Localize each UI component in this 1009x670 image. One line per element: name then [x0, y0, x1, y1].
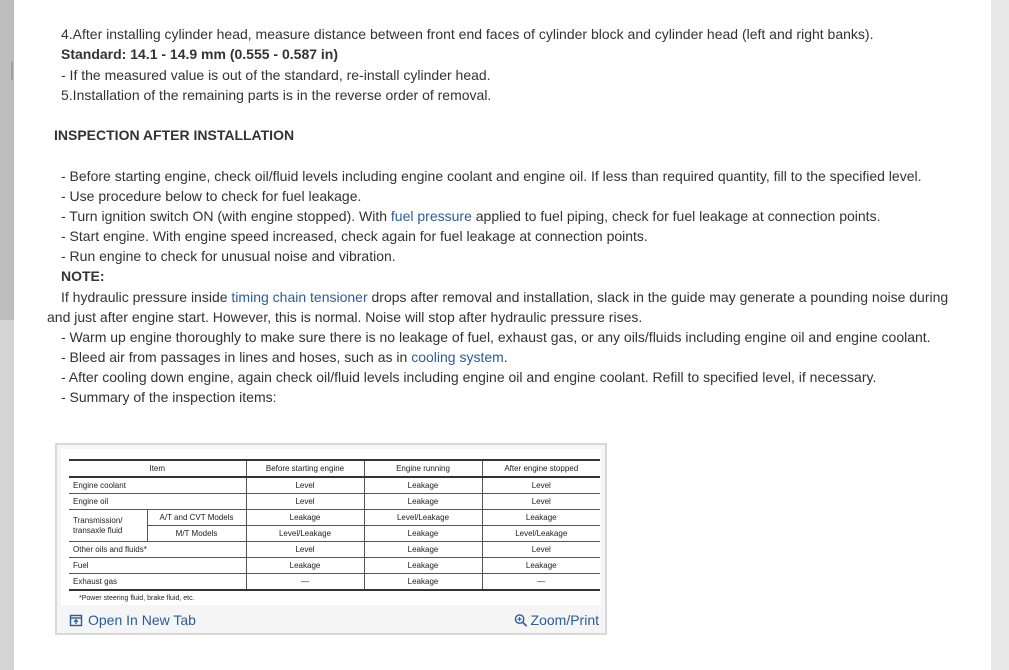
table-header-before: Before starting engine: [246, 460, 364, 477]
document-content: [14, 0, 991, 670]
table-row: [69, 494, 600, 510]
inspection-line-9: - Summary of the inspection items:: [61, 389, 277, 405]
inspection-line-7-pre: - Bleed air from passages in lines and hoses, such as in: [61, 349, 412, 365]
note-label: NOTE:: [61, 268, 105, 284]
table-row: [69, 542, 600, 558]
table-cell: Level/Leakage: [482, 526, 600, 542]
table-row: [69, 477, 600, 494]
scroll-marker: [11, 62, 13, 80]
table-cell: Level: [246, 494, 364, 510]
figure-toolbar: [57, 607, 605, 633]
table-cell-item: Transmission/ transaxle fluid: [69, 510, 147, 542]
inspection-line-7: [61, 347, 508, 367]
inspection-line-6: - Warm up engine thoroughly to make sure there is no leakage of fuel, exhaust gas, or any oils/fluids including engine oil and engine coolant.: [61, 329, 931, 345]
table-cell: Leakage: [364, 574, 482, 591]
inspection-table-image: [61, 449, 601, 605]
reinstall-text: - If the measured value is out of the standard, re-install cylinder head.: [61, 67, 491, 83]
table-cell: Leakage: [364, 477, 482, 494]
table-cell-item: Other oils and fluids*: [69, 542, 246, 558]
table-cell: Level: [482, 542, 600, 558]
table-cell: Leakage: [364, 494, 482, 510]
inspection-line-7-post: .: [503, 349, 508, 365]
inspection-line-5: - Run engine to check for unusual noise and vibration.: [61, 248, 396, 264]
table-row: [69, 558, 600, 574]
open-in-new-tab-button[interactable]: [69, 612, 196, 628]
table-cell: Leakage: [482, 558, 600, 574]
note-line-2: and just after engine start. However, this is normal. Noise will stop after hydraulic pressure rises.: [47, 309, 643, 325]
table-cell-item: Engine coolant: [69, 477, 246, 494]
standard-spec: Standard: 14.1 - 14.9 mm (0.555 - 0.587 in): [61, 46, 339, 62]
inspection-line-2: - Use procedure below to check for fuel leakage.: [61, 188, 362, 204]
step-4-text: 4.After installing cylinder head, measure distance between front end faces of cylinder block and cylinder head (left and right banks).: [61, 26, 874, 42]
zoom-print-label: Zoom/Print: [530, 612, 599, 628]
table-cell: Leakage: [364, 526, 482, 542]
fuel-pressure-link[interactable]: fuel pressure: [390, 208, 472, 224]
table-row: [69, 574, 600, 591]
zoom-print-button[interactable]: [514, 612, 599, 628]
table-row: [69, 526, 600, 542]
inspection-line-4: - Start engine. With engine speed increased, check again for fuel leakage at connection points.: [61, 228, 648, 244]
inspection-table: [69, 459, 600, 591]
table-cell-item: Fuel: [69, 558, 246, 574]
open-new-tab-icon: [69, 613, 83, 627]
inspection-line-3-pre: - Turn ignition switch ON (with engine stopped). With: [61, 208, 391, 224]
table-cell: Level: [246, 477, 364, 494]
left-scrollbar-thumb[interactable]: [0, 0, 14, 320]
timing-chain-tensioner-link[interactable]: timing chain tensioner: [231, 289, 368, 305]
step-5-text: 5.Installation of the remaining parts is in the reverse order of removal.: [61, 87, 492, 103]
table-cell: Leakage: [364, 542, 482, 558]
table-cell: Level/Leakage: [246, 526, 364, 542]
section-heading: INSPECTION AFTER INSTALLATION: [54, 127, 295, 143]
inspection-line-3-post: applied to fuel piping, check for fuel leakage at connection points.: [471, 208, 881, 224]
table-cell-item: Engine oil: [69, 494, 246, 510]
table-cell: —: [482, 574, 600, 591]
table-cell: Level/Leakage: [364, 510, 482, 526]
table-cell: Leakage: [482, 510, 600, 526]
note-pre: If hydraulic pressure inside: [61, 289, 232, 305]
inspection-figure: [55, 443, 607, 635]
table-cell: —: [246, 574, 364, 591]
table-cell-subitem: M/T Models: [147, 526, 246, 542]
note-line-1: [61, 287, 948, 307]
table-header-running: Engine running: [364, 460, 482, 477]
table-cell: Leakage: [246, 558, 364, 574]
note-post: drops after removal and installation, slack in the guide may generate a pounding noise during: [367, 289, 949, 305]
table-cell: Level: [482, 494, 600, 510]
table-cell-subitem: A/T and CVT Models: [147, 510, 246, 526]
inspection-line-3: [61, 206, 880, 226]
table-footnote: *Power steering fluid, brake fluid, etc.: [79, 595, 195, 602]
inspection-line-1: - Before starting engine, check oil/fluid levels including engine coolant and engine oil. If less than required quantity, fill to the specified level.: [61, 168, 922, 184]
table-row: [69, 510, 600, 526]
zoom-icon: [514, 613, 528, 627]
table-cell: Level: [246, 542, 364, 558]
table-header-after: After engine stopped: [482, 460, 600, 477]
table-cell: Level: [482, 477, 600, 494]
inspection-line-8: - After cooling down engine, again check oil/fluid levels including engine oil and engine coolant. Refill to specified level, if necessary.: [61, 369, 877, 385]
right-gutter: [991, 0, 1009, 670]
cooling-system-link[interactable]: cooling system: [411, 349, 504, 365]
open-in-new-tab-label: Open In New Tab: [88, 612, 196, 628]
left-scrollbar[interactable]: [0, 0, 14, 670]
table-cell: Leakage: [364, 558, 482, 574]
table-cell-item: Exhaust gas: [69, 574, 246, 591]
table-header-item: Item: [69, 460, 246, 477]
table-cell: Leakage: [246, 510, 364, 526]
